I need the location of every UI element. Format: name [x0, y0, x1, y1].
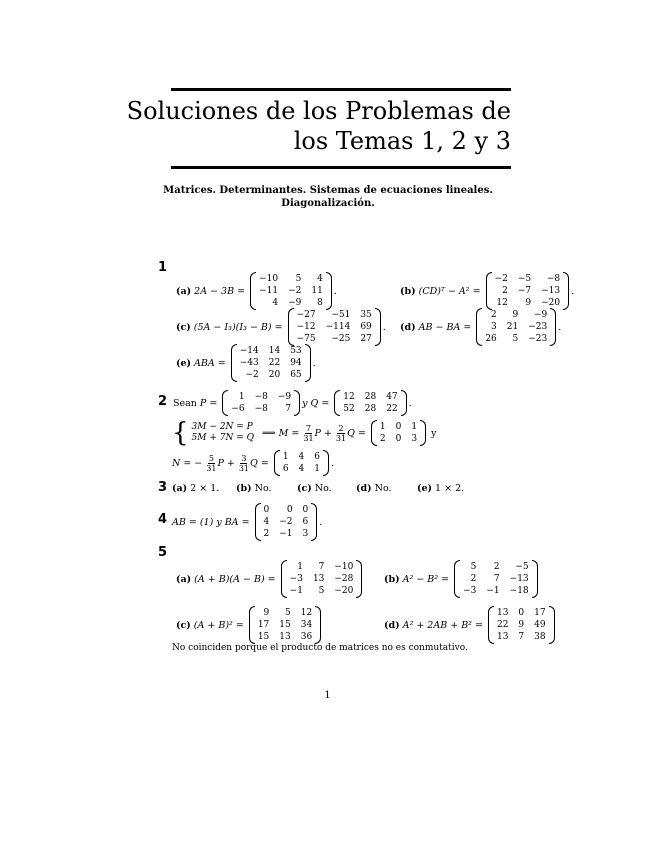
matrix-cell: 2 [263, 529, 270, 539]
p5-a-matrix [281, 560, 363, 598]
subtitle-line-2: Diagonalización. [281, 198, 375, 209]
matrix-cell: 13 [312, 574, 325, 584]
matrix-cell: 3 [491, 322, 497, 332]
matrix-cell: −2 [245, 370, 259, 380]
p3-e: (e) 1 × 2. [417, 483, 465, 494]
matrix-cell: −7 [517, 286, 532, 296]
matrix-cell: 4 [263, 517, 270, 527]
matrix-cell: 1 [282, 452, 289, 462]
matrix-cell: −11 [259, 286, 279, 296]
p5-b-matrix [454, 560, 538, 598]
matrix-cell: 17 [534, 608, 546, 618]
matrix-cell: −9 [277, 392, 292, 402]
p5-d-matrix [488, 606, 555, 644]
matrix-cell: −2 [279, 517, 293, 527]
matrix-cell: 9 [263, 608, 270, 618]
p2-sean: Sean [173, 397, 197, 409]
matrix-cell: 12 [343, 392, 355, 402]
matrix-cell: 27 [360, 334, 372, 344]
matrix-grid [256, 272, 326, 310]
matrix-cell: −8 [254, 404, 268, 414]
matrix-grid [261, 503, 312, 541]
matrix-grid [255, 606, 315, 644]
p2-n-equation: N = − $\frac{5}{31}$ P + $\frac{3}{31}$ Q = 1 4 6 6 4 1 . [172, 452, 335, 474]
matrix-cell: 13 [496, 632, 509, 642]
matrix-cell: −8 [254, 392, 268, 402]
matrix-cell: 0 [395, 422, 402, 432]
p3-d: (d) No. [356, 483, 392, 494]
matrix-cell: 12 [496, 298, 508, 308]
matrix-cell: 1 [314, 464, 321, 474]
matrix-cell: 7 [493, 574, 500, 584]
matrix-cell: 5 [470, 562, 477, 572]
matrix-cell: 36 [300, 632, 313, 642]
matrix-cell: 1 [411, 422, 418, 432]
matrix-grid [237, 344, 305, 382]
matrix-grid [340, 390, 400, 416]
matrix-cell: 22 [268, 358, 281, 368]
matrix-cell: −1 [289, 586, 303, 596]
matrix-cell: 11 [311, 286, 323, 296]
matrix-cell: 13 [496, 608, 509, 618]
p2-m-mid: P + [314, 427, 332, 439]
p5-a: (a) (A + B)(A − B) = 1 7 −10 −3 13 −28 −1 5 −20 [176, 560, 364, 598]
matrix-cell: 0 [302, 505, 309, 515]
matrix-cell: 65 [290, 370, 302, 380]
matrix-cell: −13 [541, 286, 561, 296]
matrix-cell: 34 [300, 620, 313, 630]
p2-n-frac2: $\frac{3}{31}$ [238, 453, 250, 473]
matrix-cell: 13 [279, 632, 291, 642]
matrix-cell: 4 [298, 452, 305, 462]
matrix-cell: 53 [290, 346, 302, 356]
matrix-cell: 1 [297, 562, 303, 572]
matrix-cell: 3 [302, 529, 309, 539]
p4-equation: AB = (1) y BA = 0 0 0 4 −2 6 2 −1 3 . [172, 505, 323, 539]
matrix-cell: 28 [364, 404, 377, 414]
p1-c-lhs: (5A − I₃)(I₃ − B) = [193, 321, 283, 333]
p5-c-matrix [249, 606, 321, 644]
matrix-grid [377, 420, 420, 446]
p5-b: (b) A² − B² = 5 2 −5 2 7 −13 −3 −1 −18 [384, 560, 540, 598]
matrix-cell: −51 [331, 310, 351, 320]
matrix-cell: −20 [334, 586, 354, 596]
bottom-rule [171, 166, 511, 169]
matrix-grid [494, 606, 549, 644]
matrix-cell: −43 [239, 358, 259, 368]
p1-e-lhs: ABA = [194, 357, 226, 369]
p2-implies: ⟹ M = [262, 427, 300, 439]
matrix-cell: 9 [518, 620, 525, 630]
matrix-grid [228, 390, 294, 416]
matrix-cell: −20 [541, 298, 561, 308]
p3-b: (b) No. [236, 483, 272, 494]
p1-e-matrix [231, 344, 311, 382]
matrix-cell: 2 [379, 434, 386, 444]
matrix-cell: 69 [360, 322, 372, 332]
matrix-cell: 38 [534, 632, 546, 642]
p1-a-matrix [250, 272, 332, 310]
matrix-cell: 7 [285, 404, 292, 414]
matrix-cell: −23 [528, 322, 548, 332]
matrix-cell: −25 [331, 334, 351, 344]
matrix-cell: 4 [298, 464, 305, 474]
matrix-cell: −8 [546, 274, 561, 284]
matrix-cell: −1 [486, 586, 500, 596]
matrix-cell: 5 [318, 586, 325, 596]
matrix-cell: 2 [491, 310, 497, 320]
matrix-cell: 4 [317, 274, 323, 284]
matrix-cell: −13 [509, 574, 529, 584]
p2-m-frac1: $\frac{7}{31}$ [303, 423, 314, 443]
p2-q-matrix [334, 390, 406, 416]
p2-p-lhs: P = [199, 397, 218, 409]
matrix-grid [294, 308, 375, 346]
matrix-cell: 15 [279, 620, 291, 630]
matrix-cell: 21 [506, 322, 519, 332]
p2-system-eqs [192, 422, 254, 444]
matrix-cell: 0 [518, 608, 525, 618]
problem-5-number: 5 [158, 545, 168, 560]
matrix-cell: −114 [325, 322, 351, 332]
p2-n-end: Q = [250, 457, 269, 469]
matrix-cell: 49 [534, 620, 546, 630]
p5-c: (c) (A + B)² = 9 5 12 17 15 34 15 13 36 [176, 606, 323, 644]
top-rule [171, 88, 511, 91]
matrix-grid [280, 450, 323, 476]
matrix-cell: 22 [386, 404, 398, 414]
matrix-cell: 0 [263, 505, 270, 515]
matrix-cell: −3 [289, 574, 303, 584]
matrix-cell: −6 [231, 404, 245, 414]
p1-a: (a) 2A − 3B = −10 5 4 −11 −2 11 4 −9 8 . [176, 274, 337, 308]
matrix-cell: 6 [282, 464, 289, 474]
title-line-1: Soluciones de los Problemas de [126, 97, 511, 125]
p2-m-matrix [371, 420, 426, 446]
matrix-cell: −14 [239, 346, 259, 356]
matrix-cell: −5 [517, 274, 532, 284]
p2-m-end: Q = [347, 427, 366, 439]
p1-e: (e) ABA = −14 14 53 −43 22 94 −2 20 65 . [176, 346, 316, 380]
matrix-cell: 3 [411, 434, 418, 444]
matrix-cell: 7 [318, 562, 325, 572]
p3-c: (c) No. [297, 483, 332, 494]
matrix-cell: 94 [290, 358, 302, 368]
problem-1-number: 1 [158, 260, 168, 275]
p5-d: (d) A² + 2AB + B² = 13 0 17 22 9 49 13 7 38 [384, 606, 557, 644]
p1-a-label: (a) [176, 285, 192, 297]
matrix-grid [482, 308, 550, 346]
matrix-cell: −2 [288, 286, 302, 296]
matrix-cell: 52 [343, 404, 355, 414]
p1-b-lhs: (CD)ᵀ − A² = [418, 285, 481, 297]
p2-y: y [431, 427, 437, 439]
p2-n-mid: P + [217, 457, 235, 469]
p2-n-matrix [274, 450, 329, 476]
matrix-cell: −10 [259, 274, 279, 284]
matrix-cell: 6 [314, 452, 321, 462]
matrix-cell: −9 [288, 298, 302, 308]
matrix-cell: 15 [257, 632, 270, 642]
matrix-grid [287, 560, 357, 598]
matrix-cell: 1 [238, 392, 245, 402]
matrix-cell: 5 [285, 608, 291, 618]
p1-b: (b) (CD)ᵀ − A² = −2 −5 −8 2 −7 −13 12 9 −20 . [400, 274, 575, 308]
p2-m-frac2: $\frac{2}{31}$ [335, 423, 347, 443]
matrix-cell: −1 [279, 529, 293, 539]
matrix-cell: −9 [533, 310, 548, 320]
matrix-cell: 35 [360, 310, 372, 320]
matrix-cell: 1 [379, 422, 386, 432]
matrix-cell: 2 [502, 286, 508, 296]
matrix-cell: 12 [300, 608, 313, 618]
matrix-cell: 0 [395, 434, 402, 444]
matrix-cell: 7 [518, 632, 525, 642]
p1-d-label: (d) [400, 321, 416, 333]
matrix-cell: 5 [512, 334, 519, 344]
p1-d: (d) AB − BA = 2 9 −9 3 21 −23 26 5 −23 . [400, 310, 562, 344]
p1-a-lhs: 2A − 3B = [194, 285, 246, 297]
problem-3-number: 3 [158, 480, 168, 495]
matrix-cell: 26 [485, 334, 497, 344]
p2-n-frac1: $\frac{5}{31}$ [206, 453, 217, 473]
p4-text: AB = (1) y BA = [172, 516, 250, 528]
p1-d-lhs: AB − BA = [418, 321, 472, 333]
matrix-cell: 17 [257, 620, 270, 630]
matrix-cell: 9 [512, 310, 519, 320]
matrix-cell: −10 [334, 562, 354, 572]
problem-4-number: 4 [158, 512, 168, 527]
matrix-cell: 9 [525, 298, 532, 308]
subtitle-line-1: Matrices. Determinantes. Sistemas de ecuaciones lineales. [163, 185, 493, 196]
matrix-cell: 2 [470, 574, 477, 584]
matrix-cell: −18 [509, 586, 529, 596]
p4-ba-matrix [255, 503, 318, 541]
matrix-cell: 2 [493, 562, 500, 572]
p1-c: (c) (5A − I₃)(I₃ − B) = −27 −51 35 −12 −114 69 −75 −25 27 . [176, 310, 386, 344]
p3-a: (a) 2 × 1. [172, 483, 220, 494]
p1-d-matrix [476, 308, 556, 346]
matrix-cell: −3 [463, 586, 477, 596]
p1-e-label: (e) [176, 357, 192, 369]
p5-note: No coinciden porque el producto de matrices no es conmutativo. [172, 643, 468, 653]
p1-c-matrix [288, 308, 381, 346]
matrix-cell: 47 [386, 392, 398, 402]
matrix-cell: 14 [268, 346, 281, 356]
matrix-cell: −5 [515, 562, 529, 572]
matrix-cell: −12 [296, 322, 316, 332]
p2-definitions: Sean P = 1 −8 −9 −6 −8 7 y Q = 12 28 47 52 28 22 . [173, 392, 412, 414]
p2-q-lhs: y Q = [302, 397, 330, 409]
p2-system [172, 420, 439, 446]
matrix-cell: −27 [296, 310, 316, 320]
matrix-cell: −28 [334, 574, 354, 584]
matrix-cell: 20 [268, 370, 281, 380]
title-line-2: los Temas 1, 2 y 3 [293, 127, 511, 155]
matrix-cell: 28 [364, 392, 377, 402]
matrix-cell: 8 [317, 298, 323, 308]
p2-brace: { [172, 418, 189, 448]
matrix-cell: 5 [295, 274, 302, 284]
matrix-grid [492, 272, 564, 310]
p2-eq1: 3M − 2N = P [191, 422, 253, 432]
p2-p-matrix [222, 390, 300, 416]
matrix-cell: 6 [302, 517, 309, 527]
p1-b-matrix [486, 272, 570, 310]
matrix-cell: 0 [286, 505, 293, 515]
page-number: 1 [324, 690, 331, 701]
problem-2-number: 2 [158, 394, 168, 409]
matrix-cell: −2 [494, 274, 508, 284]
p1-b-label: (b) [400, 285, 416, 297]
p2-n-start: N = − [172, 457, 203, 469]
matrix-cell: 4 [272, 298, 279, 308]
p2-eq2: 5M + 7N = Q [191, 433, 254, 443]
matrix-cell: −23 [528, 334, 548, 344]
matrix-cell: −75 [296, 334, 316, 344]
matrix-cell: 22 [496, 620, 509, 630]
matrix-grid [460, 560, 532, 598]
p1-c-label: (c) [176, 321, 191, 333]
